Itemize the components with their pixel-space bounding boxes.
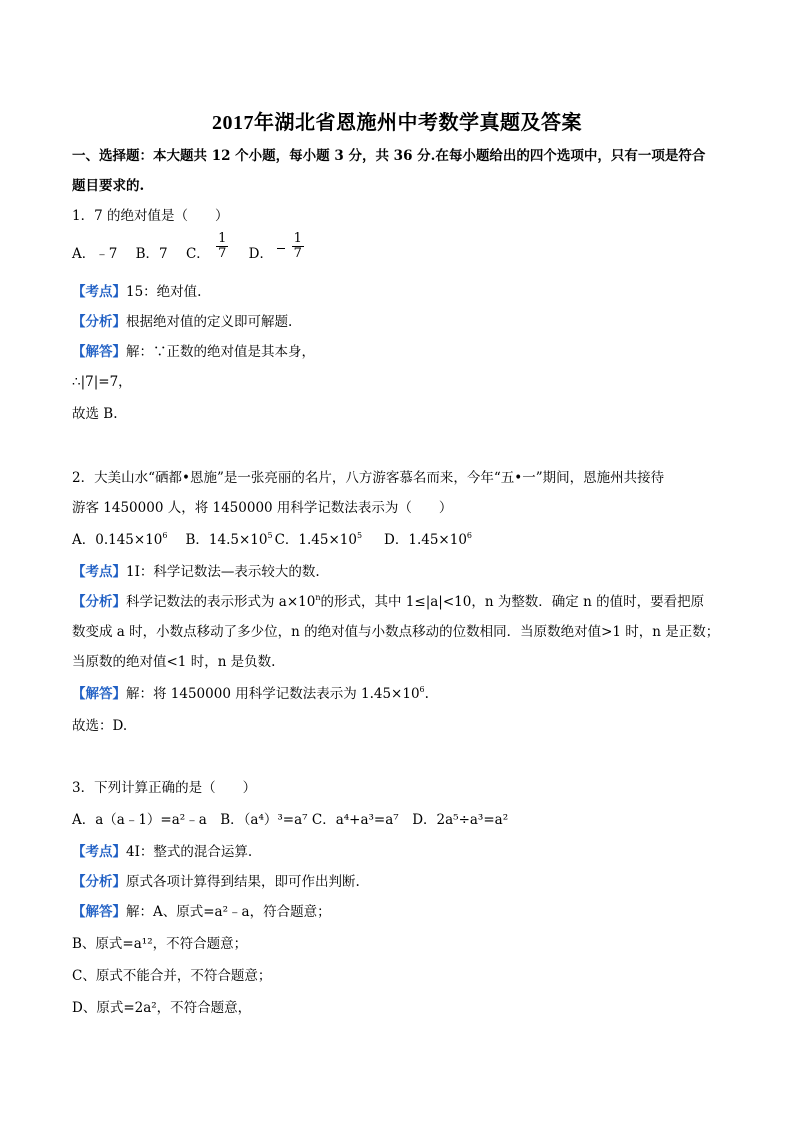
q3-jieda-text: 解：A、原式=a²﹣a，符合题意； [126,904,331,920]
q1-options [72,231,320,264]
q2-fenxi-text-b: 的形式，其中 1≤|a|<10，n 为整数．确定 n 的值时，要看把原 [320,594,705,610]
q2-option-d-exponent: 6 [466,531,473,540]
kaodian-tag: 【考点】 [72,284,126,300]
q2-stem-line1: 2．大美山水“硒都•恩施”是一张亮丽的名片，八方游客慕名而来，今年“五•一”期间，恩施州共接待 [72,470,665,486]
q3-stem: 3．下列计算正确的是（ ） [72,780,257,796]
q1-option-d-label: D． [248,246,273,262]
q2-option-a [72,530,167,550]
q1-option-c-numerator: 1 [218,231,227,246]
fenxi-tag: 【分析】 [72,874,126,890]
q3-jieda [72,902,331,922]
q2-answer: 故选：D. [72,718,128,734]
q3-line-d: D、原式=2a²，不符合题意， [72,1000,252,1016]
q1-option-d-denominator: 7 [293,246,302,261]
q1-option-d [248,231,306,264]
jieda-tag: 【解答】 [72,344,126,360]
q1-fenxi-text: 根据绝对值的定义即可解题. [126,314,293,330]
q3-options: A．a（a﹣1）=a²﹣a B．（a⁴）³=a⁷ C．a⁴+a³=a⁷ D．2a⁵÷a³=a² [72,812,509,828]
fenxi-tag: 【分析】 [72,594,126,610]
q1-jieda-text: 解：∵正数的绝对值是其本身， [126,344,315,360]
q1-jieda [72,342,315,362]
q2-kaodian [72,562,320,582]
q2-option-b-exponent: 5 [267,531,273,540]
kaodian-tag: 【考点】 [72,564,126,580]
q1-stem: 1．7 的绝对值是（ ） [72,208,229,224]
q2-fenxi-exponent: n [315,593,321,602]
q1-answer: 故选 B. [72,406,118,422]
jieda-tag: 【解答】 [72,686,126,702]
section-heading-line2: 题目要求的. [72,178,145,194]
q3-kaodian [72,842,252,862]
section-heading-line1: 一、选择题：本大题共 12 个小题，每小题 3 分，共 36 分.在每小题给出的四个选项中，只有一项是符合 [72,148,706,164]
kaodian-tag: 【考点】 [72,844,126,860]
fenxi-tag: 【分析】 [72,314,126,330]
q1-fenxi [72,312,292,332]
q1-kaodian-text: 15：绝对值. [126,284,202,300]
q2-stem-line2: 游客 1450000 人，将 1450000 用科学记数法表示为（ ） [72,500,453,516]
q3-kaodian-text: 4I：整式的混合运算. [126,844,253,860]
q3-line-b: B、原式=a¹²，不符合题意； [72,936,248,952]
q2-option-d-base: D．1.45×10 [384,532,467,548]
q3-line-c: C、原式不能合并，不符合题意； [72,968,272,984]
q1-jieda-line2: ∴|7|=7， [72,374,132,390]
q1-option-b: B．7 [135,246,168,262]
q2-option-c-exponent: 5 [356,531,363,540]
q1-option-c-denominator: 7 [218,246,227,261]
q2-fenxi [72,592,704,612]
q2-fenxi-line3: 当原数的绝对值<1 时，n 是负数. [72,654,276,670]
q2-jieda-text-b: . [424,686,429,702]
page-title: 2017年湖北省恩施州中考数学真题及答案 [212,112,582,134]
q2-fenxi-text-a: 科学记数法的表示形式为 a×10 [126,594,316,610]
q2-option-b [185,530,272,550]
q2-option-d [384,530,472,550]
q1-option-c [185,231,230,264]
q2-options [72,530,486,550]
q2-option-a-exponent: 6 [162,531,168,540]
q1-option-c-label: C． [185,246,210,262]
q1-option-c-fraction [216,232,228,261]
q1-kaodian [72,282,201,302]
q3-fenxi [72,872,360,892]
q2-option-c-base: C．1.45×10 [274,532,357,548]
q2-option-c [275,530,362,550]
q2-option-b-base: B．14.5×10 [185,532,268,548]
q2-jieda-text-a: 解：将 1450000 用科学记数法表示为 1.45×10 [126,686,420,702]
q1-option-d-fraction [292,232,304,261]
q2-option-a-base: A．0.145×10 [72,532,163,548]
jieda-tag: 【解答】 [72,904,126,920]
q2-kaodian-text: 1I：科学记数法—表示较大的数. [126,564,320,580]
q3-fenxi-text: 原式各项计算得到结果，即可作出判断. [126,874,360,890]
q2-jieda [72,684,429,704]
q2-fenxi-line2: 数变成 a 时，小数点移动了多少位，n 的绝对值与小数点移动的位数相同．当原数绝对值>1 时，n 是正数； [72,624,720,640]
q1-option-d-minus-sign [277,248,285,249]
q2-jieda-exponent: 6 [419,685,425,694]
q1-option-a: A．﹣7 [72,246,118,262]
q1-option-d-numerator: 1 [293,231,302,246]
